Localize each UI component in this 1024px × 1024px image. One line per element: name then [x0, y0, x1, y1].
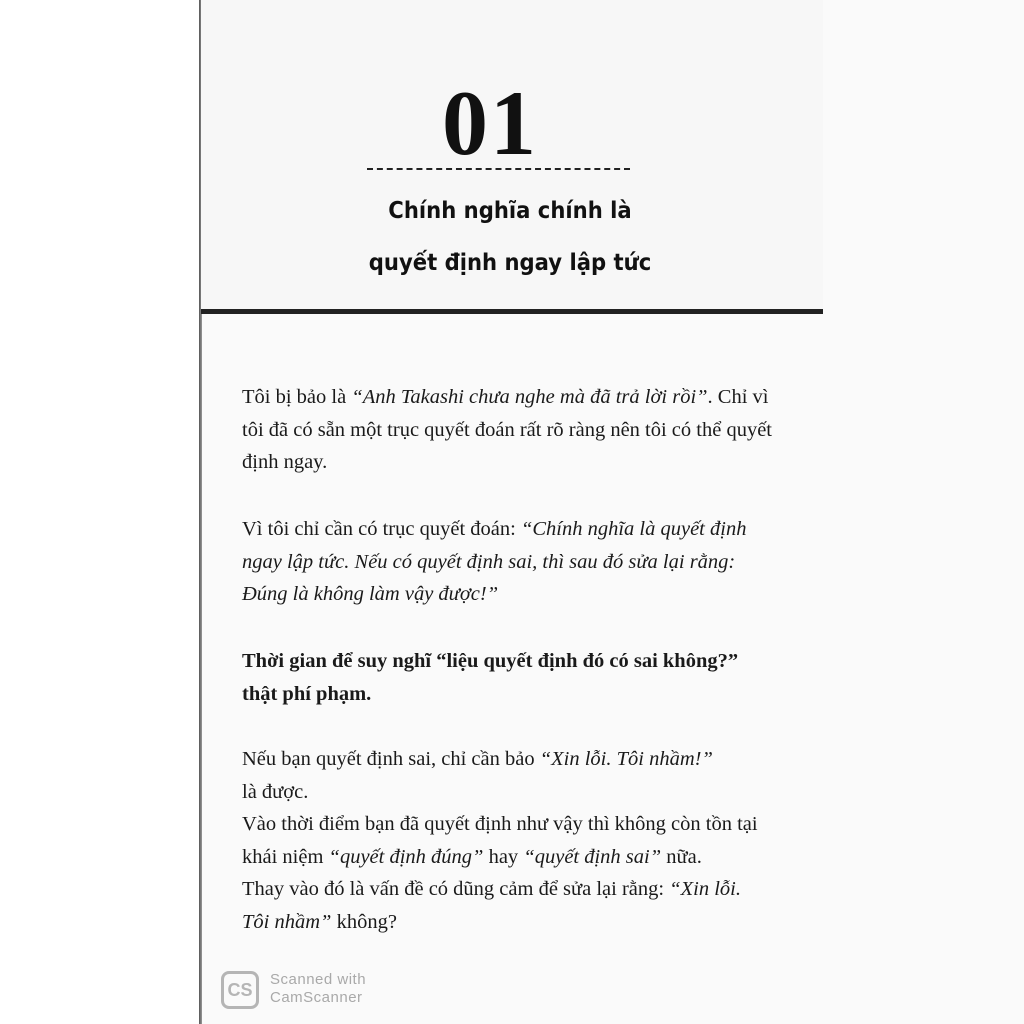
paragraph-4-quote-3: “quyết định sai”: [523, 845, 662, 868]
chapter-number: 01: [442, 72, 538, 174]
dashed-divider: [367, 168, 630, 170]
paragraph-4-quote-2: “quyết định đúng”: [328, 845, 484, 868]
paragraph-4-text-a: Nếu bạn quyết định sai, chỉ cần bảo: [242, 748, 540, 770]
header-rule: [201, 309, 823, 314]
paragraph-1-text-a: Tôi bị bảo là: [242, 386, 352, 408]
paragraph-1-quote: “Anh Takashi chưa nghe mà đã trả lời rồi”: [351, 386, 708, 408]
paragraph-3-bold: Thời gian để suy nghĩ “liệu quyết định đó có sai không?” thật phí phạm.: [242, 650, 739, 705]
paragraph-4-quote-4: “Xin lỗi. Tôi nhầm”: [242, 878, 741, 933]
camscanner-logo-icon: CS: [221, 971, 259, 1009]
camscanner-watermark: [270, 971, 430, 1007]
paragraph-4-text-b: là được.: [242, 780, 309, 803]
watermark-line-2: CamScanner: [270, 989, 363, 1006]
paragraph-4-text-d: hay: [483, 845, 524, 868]
chapter-title-line-2: quyết định ngay lập tức: [368, 250, 652, 276]
paragraph-4: [242, 743, 772, 938]
paragraph-2: [242, 513, 772, 611]
paragraph-4-quote-1: “Xin lỗi. Tôi nhầm!”: [539, 748, 713, 770]
chapter-title-line-1: Chính nghĩa chính là: [388, 198, 632, 224]
paragraph-2-quote: “Chính nghĩa là quyết định ngay lập tức. Nếu có quyết định sai, thì sau đó sửa lại rằng: Đúng là không làm vậy được!”: [242, 518, 747, 605]
paragraph-4-text-c: Vào thời điểm bạn đã quyết định như vậy thì không còn tồn tại khái niệm: [242, 813, 758, 868]
watermark-line-1: Scanned with: [270, 971, 367, 988]
paragraph-2-text-a: Vì tôi chỉ cần có trục quyết đoán:: [242, 518, 521, 540]
paragraph-1: [242, 381, 772, 479]
paragraph-4-text-e: nữa.: [661, 845, 702, 868]
paragraph-1-text-b: . Chỉ vì tôi đã có sẵn một trục quyết đoán rất rõ ràng nên tôi có thể quyết định ngay.: [242, 386, 772, 473]
paragraph-4-text-g: không?: [331, 910, 397, 933]
paragraph-4-text-f: Thay vào đó là vấn đề có dũng cảm để sửa lại rằng:: [242, 878, 670, 900]
